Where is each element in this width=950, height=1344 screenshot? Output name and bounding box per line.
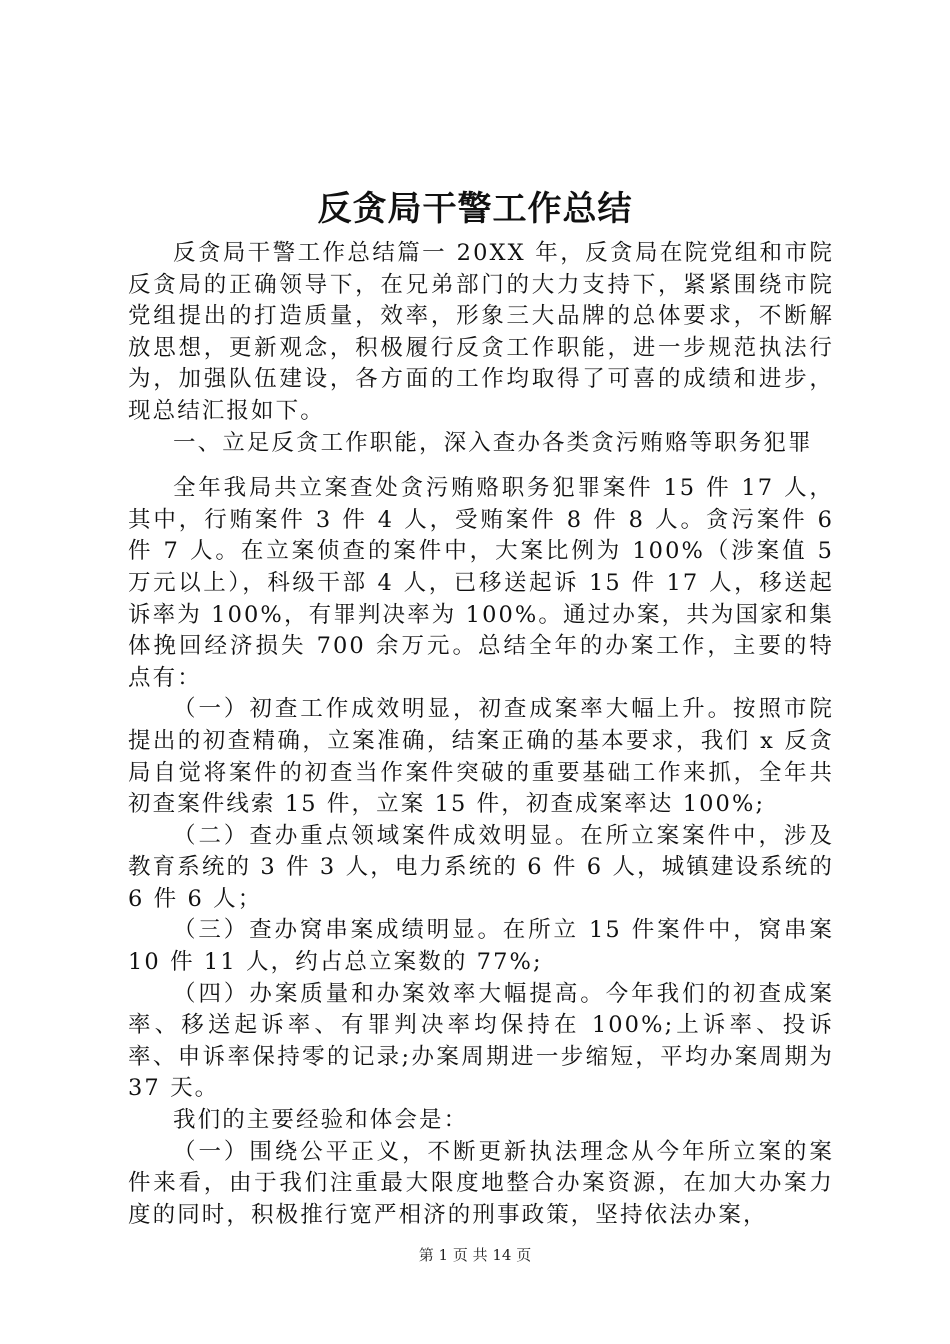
paragraph-point-3: （三）查办窝串案成绩明显。在所立 15 件案件中，窝串案 10 件 11 人，约占总立案数的 77%; <box>128 917 834 976</box>
paragraph-experience-1: （一）围绕公平正义，不断更新执法理念从今年所立案的案件来看，由于我们注重最大限度地整合办案资源，在加大办案力度的同时，积极推行宽严相济的刑事政策，坚持依法办案， <box>128 1138 834 1228</box>
paragraph-section-heading: 一、立足反贪工作职能，深入查办各类贪污贿赂等职务犯罪 <box>173 429 813 456</box>
paragraph-point-2: （二）查办重点领域案件成效明显。在所立案案件中，涉及教育系统的 3 件 3 人，电力系统的 6 件 6 人，城镇建设系统的 6 件 6 人； <box>128 822 834 912</box>
page-footer: 第 1 页 共 14 页 <box>418 1246 532 1264</box>
document-body <box>128 238 834 1231</box>
paragraph-point-4: （四）办案质量和办案效率大幅提高。今年我们的初查成案率、移送起诉率、有罪判决率均保持在 100%;上诉率、投诉率、申诉率保持零的记录;办案周期进一步缩短，平均办案周期为 37 天。 <box>128 980 834 1102</box>
paragraph-case-summary: 全年我局共立案查处贪污贿赂职务犯罪案件 15 件 17 人，其中，行贿案件 3 件 4 人，受贿案件 8 件 8 人。贪污案件 6 件 7 人。在立案侦查的案件中，大案比例为 100%（涉案值 5 万元以上），科级干部 4 人，已移送起诉 15 件 17 人，移送起诉率为 100%，有罪判决率为 100%。通过办案，共为国家和集体挽回经济损失 700 余万元。总结全年的办案工作，主要的特点有： <box>128 475 834 691</box>
paragraph-experience-heading: 我们的主要经验和体会是： <box>173 1107 469 1134</box>
paragraph-point-1: （一）初查工作成效明显，初查成案率大幅上升。按照市院提出的初查精确，立案准确，结案正确的基本要求，我们 x 反贪局自觉将案件的初查当作案件突破的重要基础工作来抓，全年共初查案件线索 15 件，立案 15 件，初查成案率达 100%; <box>128 696 834 818</box>
document-title: 反贪局干警工作总结 <box>317 189 633 229</box>
paragraph-intro: 反贪局干警工作总结篇一 20XX 年，反贪局在院党组和市院反贪局的正确领导下，在兄弟部门的大力支持下，紧紧围绕市院党组提出的打造质量，效率，形象三大品牌的总体要求，不断解放思想，更新观念，积极履行反贪工作职能，进一步规范执法行为，加强队伍建设，各方面的工作均取得了可喜的成绩和进步，现总结汇报如下。 <box>128 240 834 424</box>
